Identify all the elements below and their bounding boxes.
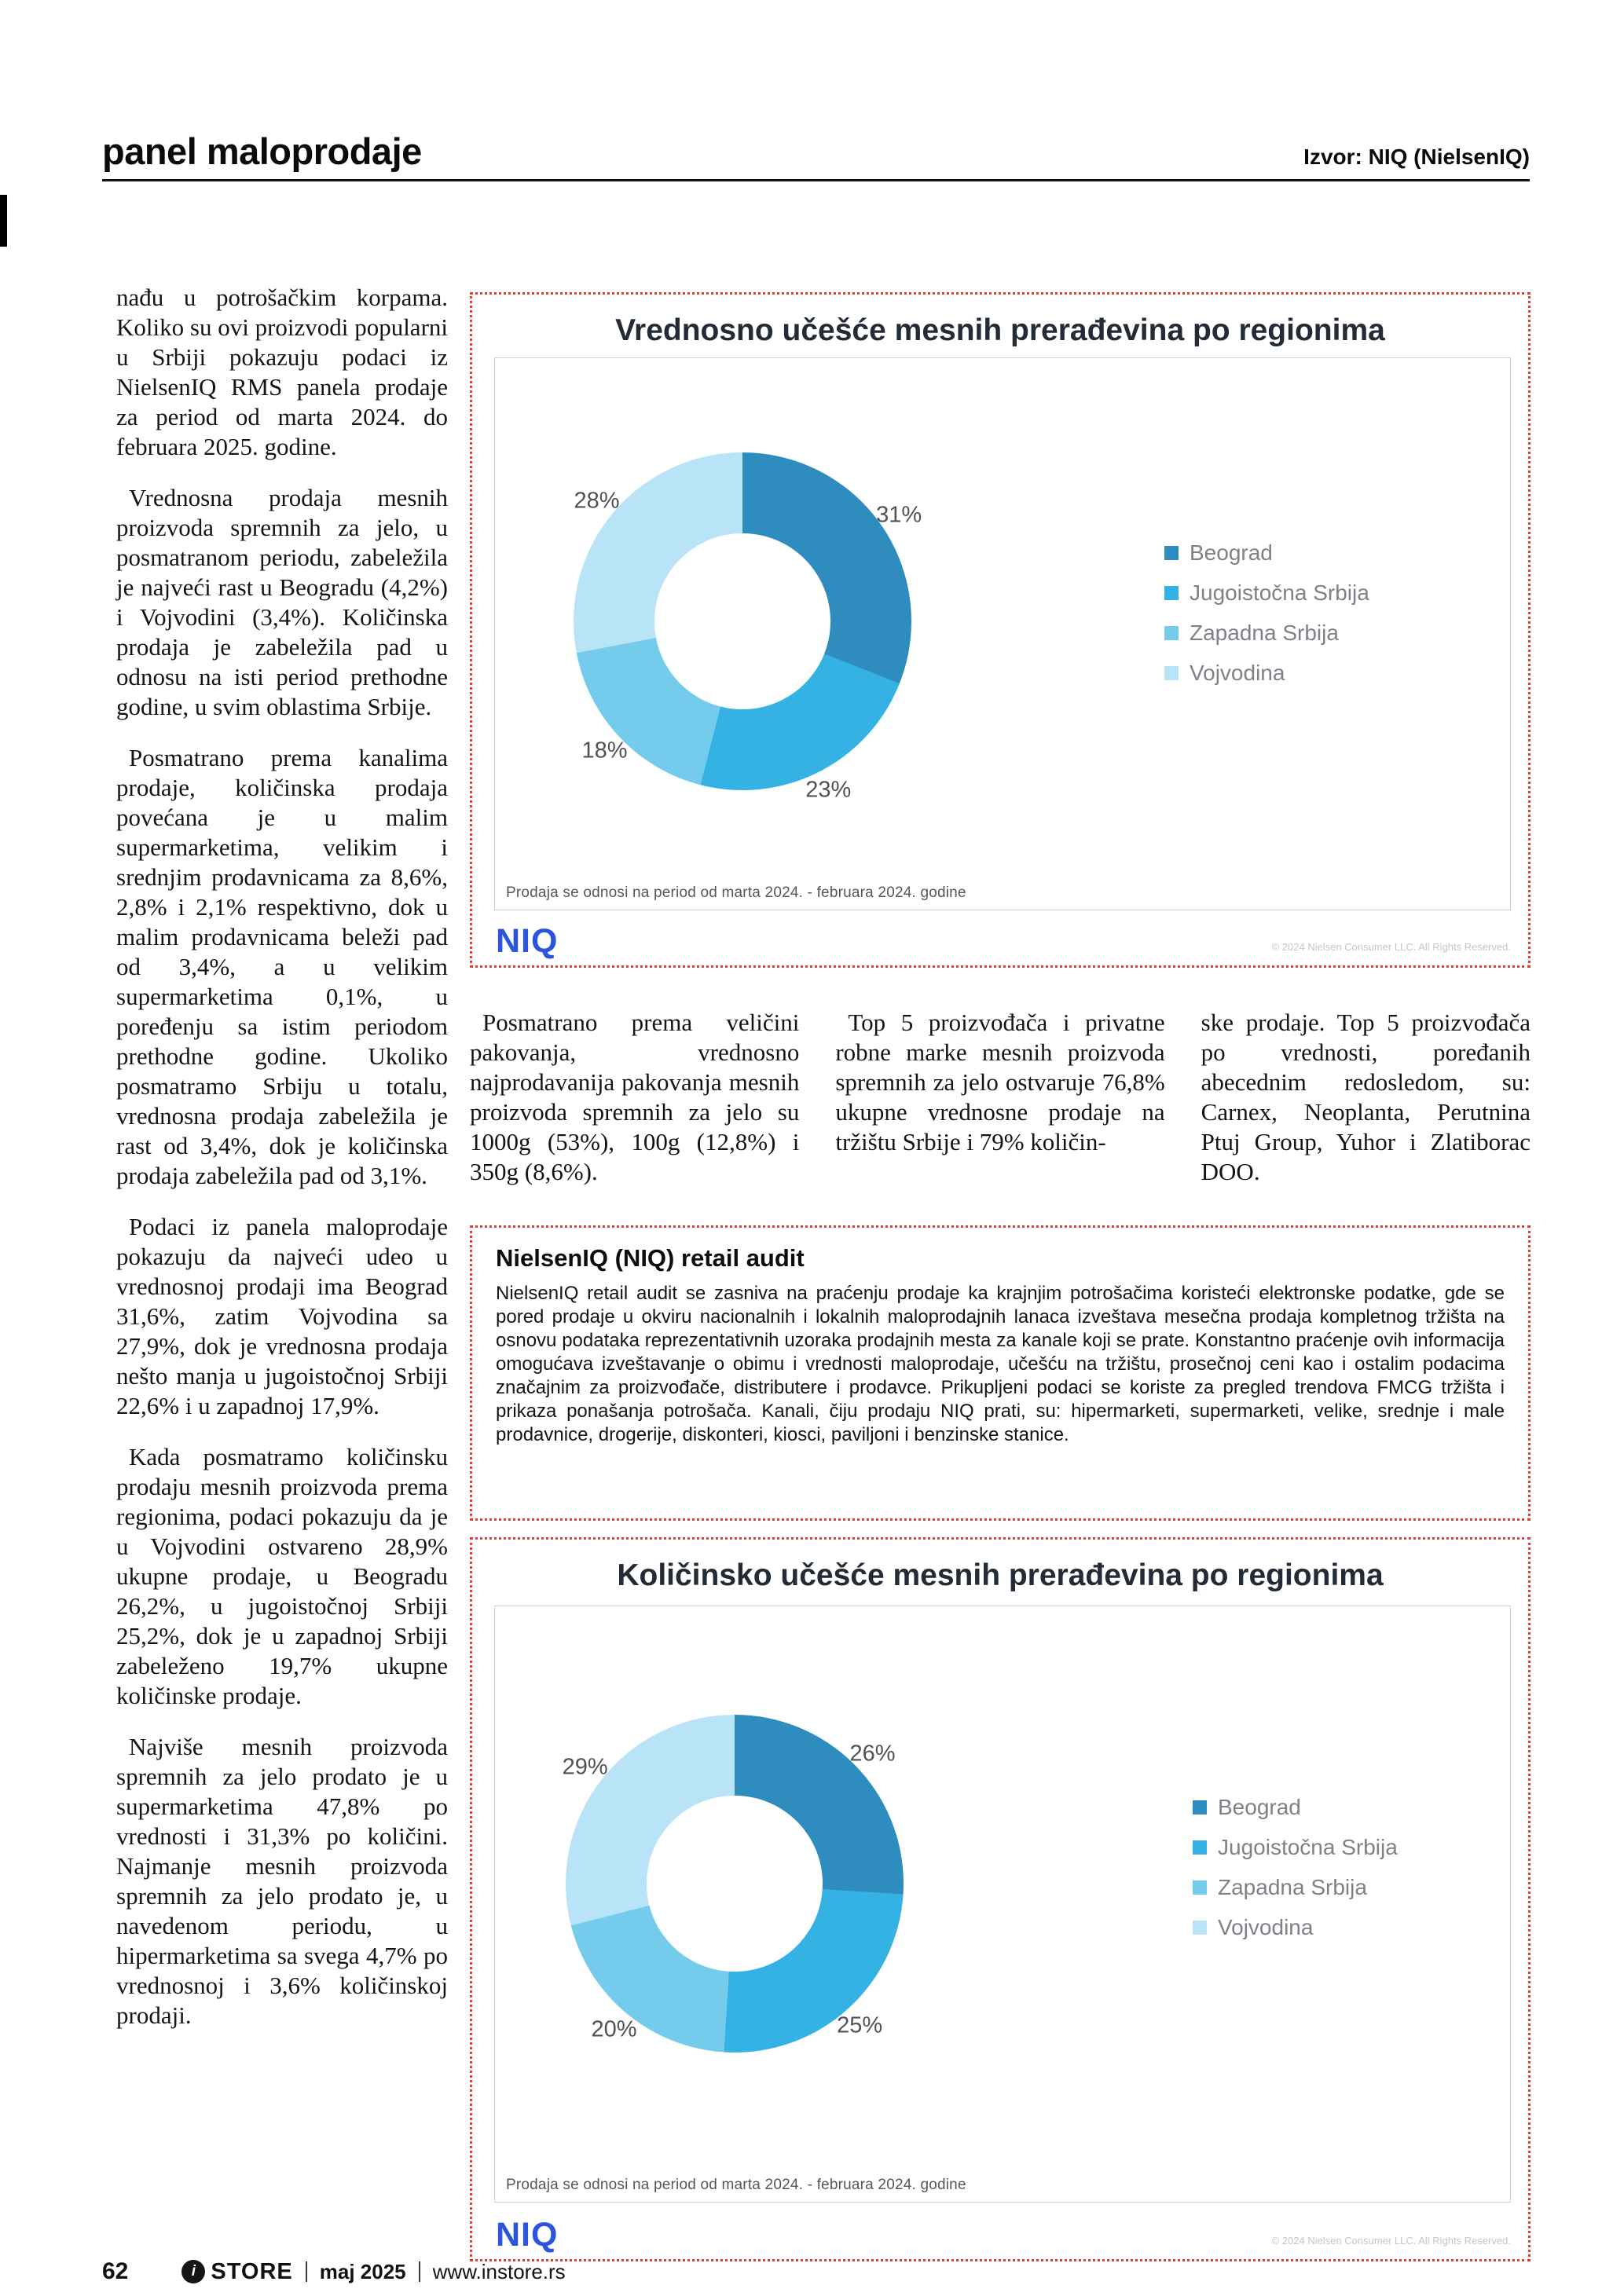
legend-swatch-icon [1164, 626, 1179, 640]
volume-share-chart-box [470, 1537, 1531, 2261]
legend-item [1193, 1915, 1398, 1940]
legend-swatch-icon [1164, 546, 1179, 560]
legend-swatch-icon [1164, 666, 1179, 680]
page-footer [102, 2256, 566, 2287]
copyright-note: © 2024 Nielsen Consumer LLC. All Rights Reserved. [1271, 2235, 1511, 2247]
legend-label: Beograd [1218, 1795, 1301, 1819]
legend-label: Zapadna Srbija [1218, 1875, 1367, 1899]
slice-label: 23% [805, 777, 852, 803]
legend-swatch-icon [1193, 1921, 1207, 1935]
article-left-column [116, 283, 448, 2052]
legend [1164, 540, 1369, 686]
brand-name: STORE [211, 2258, 293, 2284]
page-title: panel maloprodaje [102, 130, 422, 172]
legend-label: Vojvodina [1218, 1915, 1314, 1939]
slice-label: 28% [574, 488, 620, 513]
column-text: ske prodaje. Top 5 proizvođača po vrednosti, poređanih abecednim redosledom, su: Carnex, Neoplanta, Perutnina Ptuj Group, Yuhor i Zlatiborac DOO. [1201, 1009, 1531, 1185]
print-mark [0, 195, 7, 247]
article-paragraph: Posmatrano prema kanalima prodaje, količinska prodaja povećana je u malim supermarketima, velikim i srednjim prodavnicama za 8,6%, 2,8% i 2,1% respektivno, dok u malim prodavnicama beleži pad od 3,4%, a u velikim supermarketima 0,1%, u poređenju sa istim periodom prethodne godine. Ukoliko posmatramo Srbiju u totalu, vrednosna prodaja zabeležila je rast od 3,4%, dok je količinska prodaja zabeležila pad od 3,1%. [116, 744, 448, 1189]
column-text: Posmatrano prema veličini pakovanja, vrednosno najprodavanija pakovanja mesnih proizvoda spremnih za jelo su 1000g (53%), 100g (12,8%) i 350g (8,6%). [470, 1009, 800, 1185]
legend-label: Jugoistočna Srbija [1190, 580, 1369, 605]
chart-panel [494, 357, 1511, 910]
store-brand [181, 2259, 292, 2285]
legend-item [1164, 540, 1369, 566]
chart-footnote: Prodaja se odnosi na period od marta 2024. - februara 2024. godine [506, 884, 966, 901]
instore-logo-icon: i [181, 2260, 205, 2283]
slice-label: 29% [562, 1754, 608, 1780]
legend-label: Vojvodina [1190, 661, 1285, 685]
column-text: Top 5 proizvođača i privatne robne marke mesnih proizvoda spremnih za jelo ostvaruje 76,8% ukupne vrednosne prodaje na tržištu Srbije i 79% količin- [835, 1009, 1165, 1155]
legend-item [1193, 1795, 1398, 1820]
slice-label: 26% [849, 1741, 896, 1767]
legend-item [1164, 580, 1369, 606]
chart-footnote: Prodaja se odnosi na period od marta 2024. - februara 2024. godine [506, 2177, 966, 2193]
donut-chart [562, 1715, 904, 2052]
article-paragraph: Vrednosna prodaja mesnih proizvoda spremnih za jelo, u posmatranom periodu, zabeležila je najveći rast u Beogradu (4,2%) i Vojvodini (3,4%). Količinska prodaja je zabeležila pad u odnosu na isti period prethodne godine, u svim oblastima Srbije. [116, 484, 448, 720]
slice-label: 25% [837, 2012, 883, 2038]
issue-date: maj 2025 [319, 2259, 406, 2283]
article-paragraph: nađu u potrošačkim korpama. Koliko su ovi proizvodi popularni u Srbiji pokazuju podaci iz NielsenIQ RMS panela prodaje za period od marta 2024. do februara 2025. godine. [116, 284, 448, 460]
page-number: 62 [102, 2258, 129, 2284]
header-divider [102, 179, 1530, 181]
article-paragraph: Podaci iz panela maloprodaje pokazuju da najveći udeo u vrednosnoj prodaji ima Beograd 31,6%, zatim Vojvodina sa 27,9%, dok je vrednosna prodaja nešto manja u jugoistočnoj Srbiji 22,6% i u zapadnoj 17,9%. [116, 1213, 448, 1419]
legend-label: Beograd [1190, 540, 1273, 565]
slice-label: 18% [581, 738, 628, 764]
page-header [102, 116, 1530, 173]
chart-title: Količinsko učešće mesnih prerađevina po regionima [617, 1558, 1384, 1592]
source-credit: Izvor: NIQ (NielsenIQ) [1303, 145, 1530, 169]
value-share-chart-box [470, 292, 1531, 968]
niq-retail-audit-box [470, 1225, 1531, 1521]
niq-logo: NIQ [496, 922, 559, 960]
footer-separator [306, 2261, 307, 2282]
legend-item [1193, 1835, 1398, 1860]
legend-item [1193, 1875, 1398, 1900]
legend-swatch-icon [1164, 586, 1179, 600]
donut-chart [574, 452, 922, 803]
slice-label: 31% [876, 502, 922, 528]
legend-item [1164, 661, 1369, 686]
article-paragraph: Kada posmatramo količinsku prodaju mesnih proizvoda prema regionima, podaci pokazuju da je u Vojvodini ostvareno 28,9% ukupne prodaje, u Beogradu 26,2%, u jugoistočnoj Srbiji 25,2%, dok je u zapadnoj Srbiji zabeleženo 19,7% ukupne količinske prodaje. [116, 1443, 448, 1709]
slice-label: 20% [591, 2016, 637, 2041]
legend-item [1164, 621, 1369, 646]
audit-box-body: NielsenIQ retail audit se zasniva na praćenju prodaje ka krajnjim potrošačima koristeći elektronske podatke, gde se pored prodaje u okviru nacionalnih i lokalnih maloprodajnih lanaca izveštava mesečna prodaja kompletnog tržišta na osnovu podataka reprezentativnih uzoraka prodajnih mesta za kanale koji se prate. Konstantno praćenje ovih informacija omogućava izveštavanje o obimu i vrednosti maloprodaje, učešću na tržištu, prosečnoj ceni kao i ostalim podacima značajnim za proizvođače, distributere i prodavce. Prikupljeni podaci se koriste za pregled trendova FMCG tržišta i prikaza ponašanja potrošača. Kanali, čiju prodaju NIQ prati, su: hipermarketi, supermarketi, velike, srednje i male prodavnice, drogerije, diskonteri, kiosci, paviljoni i benzinske stanice. [496, 1283, 1505, 1446]
chart-panel [494, 1606, 1511, 2203]
website-url: www.instore.rs [432, 2259, 566, 2283]
audit-box-title: NielsenIQ (NIQ) retail audit [496, 1244, 805, 1272]
copyright-note: © 2024 Nielsen Consumer LLC. All Rights Reserved. [1271, 941, 1511, 953]
legend [1193, 1795, 1398, 1940]
three-column-text [470, 1008, 1531, 1187]
footer-separator [419, 2261, 420, 2282]
legend-swatch-icon [1193, 1840, 1207, 1855]
legend-swatch-icon [1193, 1880, 1207, 1895]
legend-label: Zapadna Srbija [1190, 621, 1339, 645]
chart-title: Vrednosno učešće mesnih prerađevina po regionima [615, 313, 1385, 347]
legend-label: Jugoistočna Srbija [1218, 1835, 1398, 1859]
article-paragraph: Najviše mesnih proizvoda spremnih za jelo prodato je u supermarketima 47,8% po vrednosti i 31,3% po količini. Najmanje mesnih proizvoda spremnih za jelo prodato je, u navedenom periodu, u hipermarketima sa svega 4,7% po vrednosnoj i 3,6% količinskoj prodaji. [116, 1733, 448, 2029]
niq-logo: NIQ [496, 2216, 559, 2254]
legend-swatch-icon [1193, 1800, 1207, 1814]
